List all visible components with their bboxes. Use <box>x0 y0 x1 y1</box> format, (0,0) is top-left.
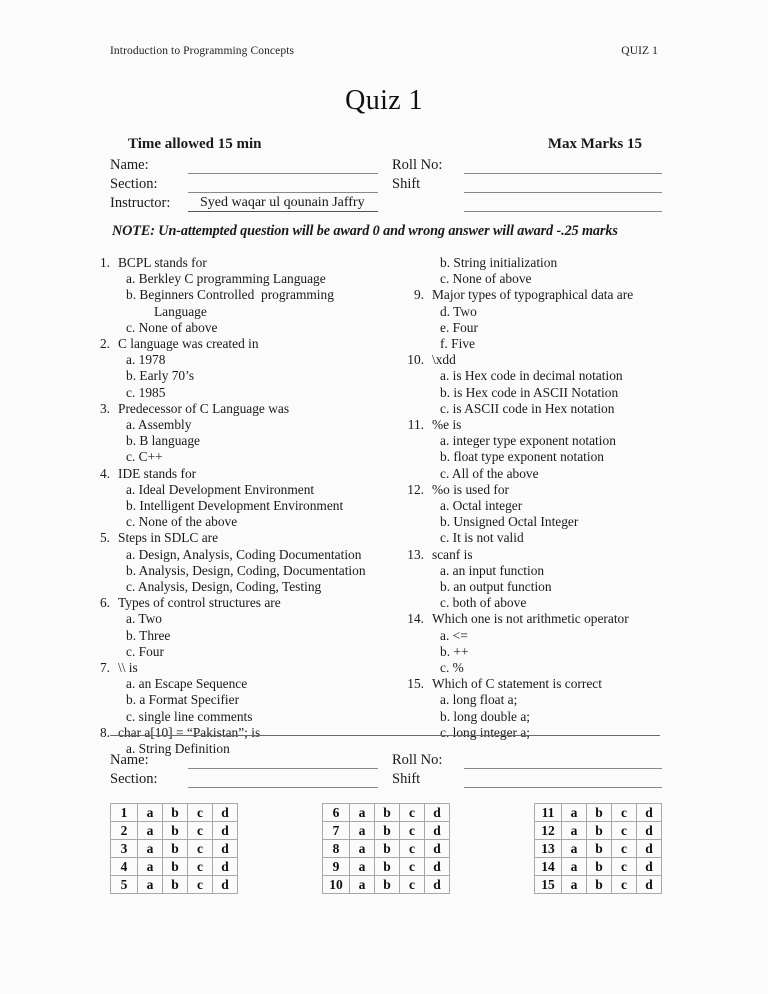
question-text: C language was created in <box>118 336 259 352</box>
answer-choice-cell[interactable]: d <box>213 858 238 876</box>
question-text: \\ is <box>118 660 138 676</box>
option-item[interactable]: b. ++ <box>440 643 469 659</box>
option-item[interactable]: b. is Hex code in ASCII Notation <box>440 384 619 400</box>
question-text: Which one is not arithmetic operator <box>432 611 629 627</box>
instructor-row <box>110 193 662 212</box>
footer-shift-label: Shift <box>392 771 421 787</box>
answer-grid-question-number: 9 <box>323 858 350 876</box>
max-marks-label: Max Marks 15 <box>547 136 642 152</box>
option-item[interactable]: c. is ASCII code in Hex notation <box>440 400 615 416</box>
page-title: Quiz 1 <box>345 85 423 116</box>
question-row <box>80 401 380 417</box>
shift-input[interactable] <box>464 176 662 193</box>
option-item[interactable]: b. Intelligent Development Environment <box>126 498 344 514</box>
answer-grid-question-number: 2 <box>111 822 138 840</box>
answer-choice-cell[interactable]: d <box>425 840 450 858</box>
running-header-quiz-label: QUIZ 1 <box>621 45 658 57</box>
instructor-extra-input[interactable] <box>464 195 662 212</box>
section-row <box>110 174 662 193</box>
question-options <box>390 368 690 417</box>
question-number: 10. <box>407 352 424 368</box>
question-text: IDE stands for <box>118 465 197 481</box>
question-text: Which of C statement is correct <box>432 676 602 692</box>
answer-grid-question-number: 12 <box>535 822 562 840</box>
option-item[interactable]: c. Four <box>126 643 164 659</box>
option-item[interactable]: a. integer type exponent notation <box>440 433 616 449</box>
answer-grid-question-number: 13 <box>535 840 562 858</box>
answer-choice-cell[interactable]: c <box>188 840 213 858</box>
section-divider <box>110 735 660 736</box>
option-item[interactable]: a. Two <box>126 611 163 627</box>
answer-grid-row <box>323 804 450 822</box>
section-label: Section: <box>110 176 158 192</box>
answer-choice-cell[interactable]: c <box>400 858 425 876</box>
running-header-course: Introduction to Programming Concepts <box>110 45 295 57</box>
option-item[interactable]: c. All of the above <box>440 465 539 481</box>
answer-choice-cell[interactable]: a <box>350 876 375 894</box>
answer-choice-cell[interactable]: d <box>425 858 450 876</box>
option-item[interactable]: b. B language <box>126 433 201 449</box>
question-row <box>80 530 380 546</box>
question-options <box>80 482 380 531</box>
option-item[interactable]: b. Analysis, Design, Coding, Documentation <box>126 562 366 578</box>
answer-choice-cell[interactable]: b <box>587 822 612 840</box>
answer-choice-cell[interactable]: d <box>425 804 450 822</box>
option-item[interactable]: b. a Format Specifier <box>126 692 240 708</box>
option-item[interactable]: c. None of above <box>440 271 532 287</box>
question-number: 12. <box>407 481 424 497</box>
question-options <box>390 498 690 547</box>
shift-label: Shift <box>392 176 421 192</box>
name-input[interactable] <box>188 157 378 174</box>
instructor-label: Instructor: <box>110 195 171 211</box>
option-item[interactable]: a. Octal integer <box>440 498 523 514</box>
answer-choice-cell[interactable]: b <box>163 876 188 894</box>
option-item[interactable]: a. is Hex code in decimal notation <box>440 368 623 384</box>
answer-choice-cell[interactable]: c <box>400 876 425 894</box>
option-item[interactable]: a. <= <box>440 627 468 643</box>
answer-choice-cell[interactable]: d <box>637 858 662 876</box>
answer-choice-cell[interactable]: a <box>138 858 163 876</box>
option-item[interactable]: c. None of the above <box>126 514 238 530</box>
question-number: 3. <box>99 400 110 416</box>
option-item[interactable]: a. long float a; <box>440 692 518 708</box>
question-number: 1. <box>99 255 110 270</box>
answer-grid-row <box>323 858 450 876</box>
question-options <box>80 352 380 401</box>
answer-grid-row <box>111 822 238 840</box>
question-text: scanf is <box>432 546 473 562</box>
question-options <box>390 692 690 741</box>
option-item[interactable]: b. Three <box>126 627 171 643</box>
answer-choice-cell[interactable]: c <box>400 822 425 840</box>
question-number: 7. <box>99 660 110 676</box>
answer-grid-question-number: 6 <box>323 804 350 822</box>
answer-grid-row <box>535 822 662 840</box>
answer-grid-row <box>535 804 662 822</box>
marking-note: NOTE: Un-attempted question will be award 0 and wrong answer will award -.25 marks <box>112 223 618 239</box>
answer-choice-cell[interactable]: c <box>400 804 425 822</box>
answer-choice-cell[interactable]: c <box>188 804 213 822</box>
answer-choice-cell[interactable]: a <box>562 840 587 858</box>
answer-choice-cell[interactable]: b <box>587 876 612 894</box>
option-item[interactable]: c. long integer a; <box>440 724 530 740</box>
answer-choice-cell[interactable]: b <box>587 840 612 858</box>
answer-choice-cell[interactable]: d <box>637 822 662 840</box>
question-number: 15. <box>407 676 424 692</box>
answer-grid-row <box>111 804 238 822</box>
question-text: Major types of typographical data are <box>432 287 634 303</box>
option-item[interactable]: b. Beginners Controlled programming <box>126 287 334 303</box>
answer-choice-cell[interactable]: d <box>637 840 662 858</box>
question-row <box>390 287 690 303</box>
answer-grid-question-number: 4 <box>111 858 138 876</box>
running-header <box>110 45 658 57</box>
question-row <box>80 255 380 271</box>
question-options <box>390 255 690 287</box>
footer-section-label: Section: <box>110 771 158 787</box>
answer-choice-cell[interactable]: a <box>350 822 375 840</box>
question-number: 13. <box>407 546 424 562</box>
option-item[interactable]: c. C++ <box>126 449 163 465</box>
answer-grid-question-number: 3 <box>111 840 138 858</box>
answer-grid-question-number: 8 <box>323 840 350 858</box>
question-number: 2. <box>99 336 110 352</box>
option-item[interactable]: e. Four <box>440 319 478 335</box>
question-number: 5. <box>99 530 110 546</box>
option-item[interactable]: a. 1978 <box>126 352 166 368</box>
question-row <box>390 482 690 498</box>
answer-choice-cell[interactable]: a <box>350 804 375 822</box>
answer-grid-row <box>323 822 450 840</box>
name-label: Name: <box>110 157 149 173</box>
answer-choice-cell[interactable]: c <box>612 822 637 840</box>
question-options <box>80 547 380 596</box>
question-text: %e is <box>432 417 462 433</box>
question-row <box>80 336 380 352</box>
option-item[interactable]: a. an Escape Sequence <box>126 676 248 692</box>
option-item[interactable]: a. an input function <box>440 562 545 578</box>
roll-no-input[interactable] <box>464 157 662 174</box>
answer-choice-cell[interactable]: a <box>562 858 587 876</box>
answer-choice-cell[interactable]: d <box>425 876 450 894</box>
answer-choice-cell[interactable]: b <box>375 804 400 822</box>
answer-choice-cell[interactable]: b <box>163 804 188 822</box>
questions-column-right <box>390 255 690 757</box>
answer-choice-cell[interactable]: a <box>562 876 587 894</box>
option-item[interactable]: a. Ideal Development Environment <box>126 481 315 497</box>
question-number: 11. <box>407 417 424 433</box>
footer-section-row <box>110 769 662 788</box>
footer-roll-no-label: Roll No: <box>392 752 443 768</box>
answer-choice-cell[interactable]: b <box>587 858 612 876</box>
question-options <box>390 563 690 612</box>
question-number: 14. <box>407 611 424 627</box>
question-number: 8. <box>99 724 110 740</box>
option-item[interactable]: a. Design, Analysis, Coding Documentation <box>126 546 362 562</box>
answer-grid-question-number: 10 <box>323 876 350 894</box>
answer-grid-question-number: 5 <box>111 876 138 894</box>
option-item[interactable]: f. Five <box>440 336 475 352</box>
answer-sheet-grids <box>110 803 662 894</box>
questions-column-left <box>80 255 380 757</box>
footer-roll-no-input[interactable] <box>464 752 662 769</box>
answer-grid-row <box>111 858 238 876</box>
answer-choice-cell[interactable]: c <box>188 858 213 876</box>
option-item[interactable]: c. 1985 <box>126 384 166 400</box>
answer-choice-cell[interactable]: d <box>213 840 238 858</box>
answer-grid <box>110 803 238 894</box>
answer-choice-cell[interactable]: d <box>425 822 450 840</box>
answer-choice-cell[interactable]: b <box>375 876 400 894</box>
question-text: BCPL stands for <box>118 255 207 270</box>
question-text: Predecessor of C Language was <box>118 400 290 416</box>
answer-choice-cell[interactable]: a <box>138 876 163 894</box>
question-options <box>80 271 380 336</box>
answer-choice-cell[interactable]: c <box>612 804 637 822</box>
question-options <box>80 676 380 725</box>
answer-choice-cell[interactable]: c <box>400 840 425 858</box>
answer-choice-cell[interactable]: c <box>612 876 637 894</box>
section-input[interactable] <box>188 176 378 193</box>
answer-choice-cell[interactable]: d <box>213 804 238 822</box>
question-number: 6. <box>99 595 110 611</box>
footer-info-block <box>110 750 662 788</box>
question-row <box>80 660 380 676</box>
question-text: %o is used for <box>432 481 509 497</box>
answer-choice-cell[interactable]: b <box>163 822 188 840</box>
answer-grid-question-number: 15 <box>535 876 562 894</box>
header-info-block <box>110 136 662 212</box>
option-item[interactable]: c. It is not valid <box>440 530 524 546</box>
roll-no-label: Roll No: <box>392 157 443 173</box>
answer-choice-cell[interactable]: b <box>163 858 188 876</box>
option-item[interactable]: c. % <box>440 660 464 676</box>
question-row <box>390 547 690 563</box>
answer-grid-question-number: 11 <box>535 804 562 822</box>
answer-grid-row <box>323 840 450 858</box>
question-row <box>390 611 690 627</box>
answer-choice-cell[interactable]: b <box>587 804 612 822</box>
answer-choice-cell[interactable]: c <box>188 822 213 840</box>
footer-name-input[interactable] <box>188 752 378 769</box>
option-item[interactable]: c. None of above <box>126 319 218 335</box>
answer-grid-row <box>535 876 662 894</box>
answer-choice-cell[interactable]: b <box>375 858 400 876</box>
option-item[interactable]: b. Early 70’s <box>126 368 195 384</box>
option-item[interactable]: c. both of above <box>440 595 527 611</box>
answer-grid-row <box>535 858 662 876</box>
name-row <box>110 155 662 174</box>
answer-choice-cell[interactable]: c <box>188 876 213 894</box>
question-number: 9. <box>413 287 424 303</box>
question-options <box>390 433 690 482</box>
answer-grid-question-number: 1 <box>111 804 138 822</box>
answer-choice-cell[interactable]: b <box>375 840 400 858</box>
answer-choice-cell[interactable]: a <box>350 840 375 858</box>
answer-choice-cell[interactable]: d <box>637 876 662 894</box>
answer-choice-cell[interactable]: a <box>138 840 163 858</box>
answer-choice-cell[interactable]: a <box>138 822 163 840</box>
option-item[interactable]: b. long double a; <box>440 708 531 724</box>
footer-shift-input[interactable] <box>464 771 662 788</box>
question-options <box>80 417 380 466</box>
question-text: \xdd <box>432 352 456 368</box>
answer-grid <box>322 803 450 894</box>
question-text: Steps in SDLC are <box>118 530 219 546</box>
option-item[interactable]: a. String Definition <box>126 741 230 757</box>
footer-name-label: Name: <box>110 752 149 768</box>
question-text: Types of control structures are <box>118 595 281 611</box>
answer-choice-cell[interactable]: c <box>612 858 637 876</box>
option-item[interactable]: c. single line comments <box>126 708 253 724</box>
footer-name-row <box>110 750 662 769</box>
answer-grid-question-number: 14 <box>535 858 562 876</box>
answer-choice-cell[interactable]: a <box>350 858 375 876</box>
answer-choice-cell[interactable]: b <box>375 822 400 840</box>
option-item[interactable]: b. String initialization <box>440 255 558 270</box>
answer-grid-row <box>111 876 238 894</box>
option-item[interactable]: c. Analysis, Design, Coding, Testing <box>126 579 322 595</box>
question-text: char a[10] = “Pakistan”; is <box>118 724 261 740</box>
answer-choice-cell[interactable]: d <box>213 822 238 840</box>
question-row <box>390 417 690 433</box>
answer-choice-cell[interactable]: d <box>637 804 662 822</box>
answer-choice-cell[interactable]: a <box>138 804 163 822</box>
question-options <box>390 628 690 677</box>
answer-choice-cell[interactable]: b <box>163 840 188 858</box>
questions-area <box>80 255 690 757</box>
answer-choice-cell[interactable]: a <box>562 804 587 822</box>
answer-grid-question-number: 7 <box>323 822 350 840</box>
option-item[interactable]: b. float type exponent notation <box>440 449 604 465</box>
option-item[interactable]: b. an output function <box>440 579 552 595</box>
option-item[interactable]: Language <box>154 303 207 319</box>
question-options <box>80 611 380 660</box>
option-item[interactable]: a. Berkley C programming Language <box>126 271 326 287</box>
header-info-top-row <box>110 136 662 153</box>
question-row <box>80 725 380 741</box>
question-row <box>80 595 380 611</box>
option-item[interactable]: b. Unsigned Octal Integer <box>440 514 579 530</box>
question-number: 4. <box>99 465 110 481</box>
answer-grid-row <box>323 876 450 894</box>
answer-grid-row <box>535 840 662 858</box>
footer-section-input[interactable] <box>188 771 378 788</box>
option-item[interactable]: d. Two <box>440 303 477 319</box>
answer-choice-cell[interactable]: c <box>612 840 637 858</box>
time-allowed-label: Time allowed 15 min <box>128 136 262 152</box>
question-row <box>80 466 380 482</box>
answer-choice-cell[interactable]: a <box>562 822 587 840</box>
question-row <box>390 676 690 692</box>
question-options <box>390 304 690 353</box>
answer-grid <box>534 803 662 894</box>
answer-choice-cell[interactable]: d <box>213 876 238 894</box>
answer-grid-row <box>111 840 238 858</box>
instructor-input[interactable]: Syed waqar ul qounain Jaffry <box>188 195 378 212</box>
option-item[interactable]: a. Assembly <box>126 417 192 433</box>
question-row <box>390 352 690 368</box>
